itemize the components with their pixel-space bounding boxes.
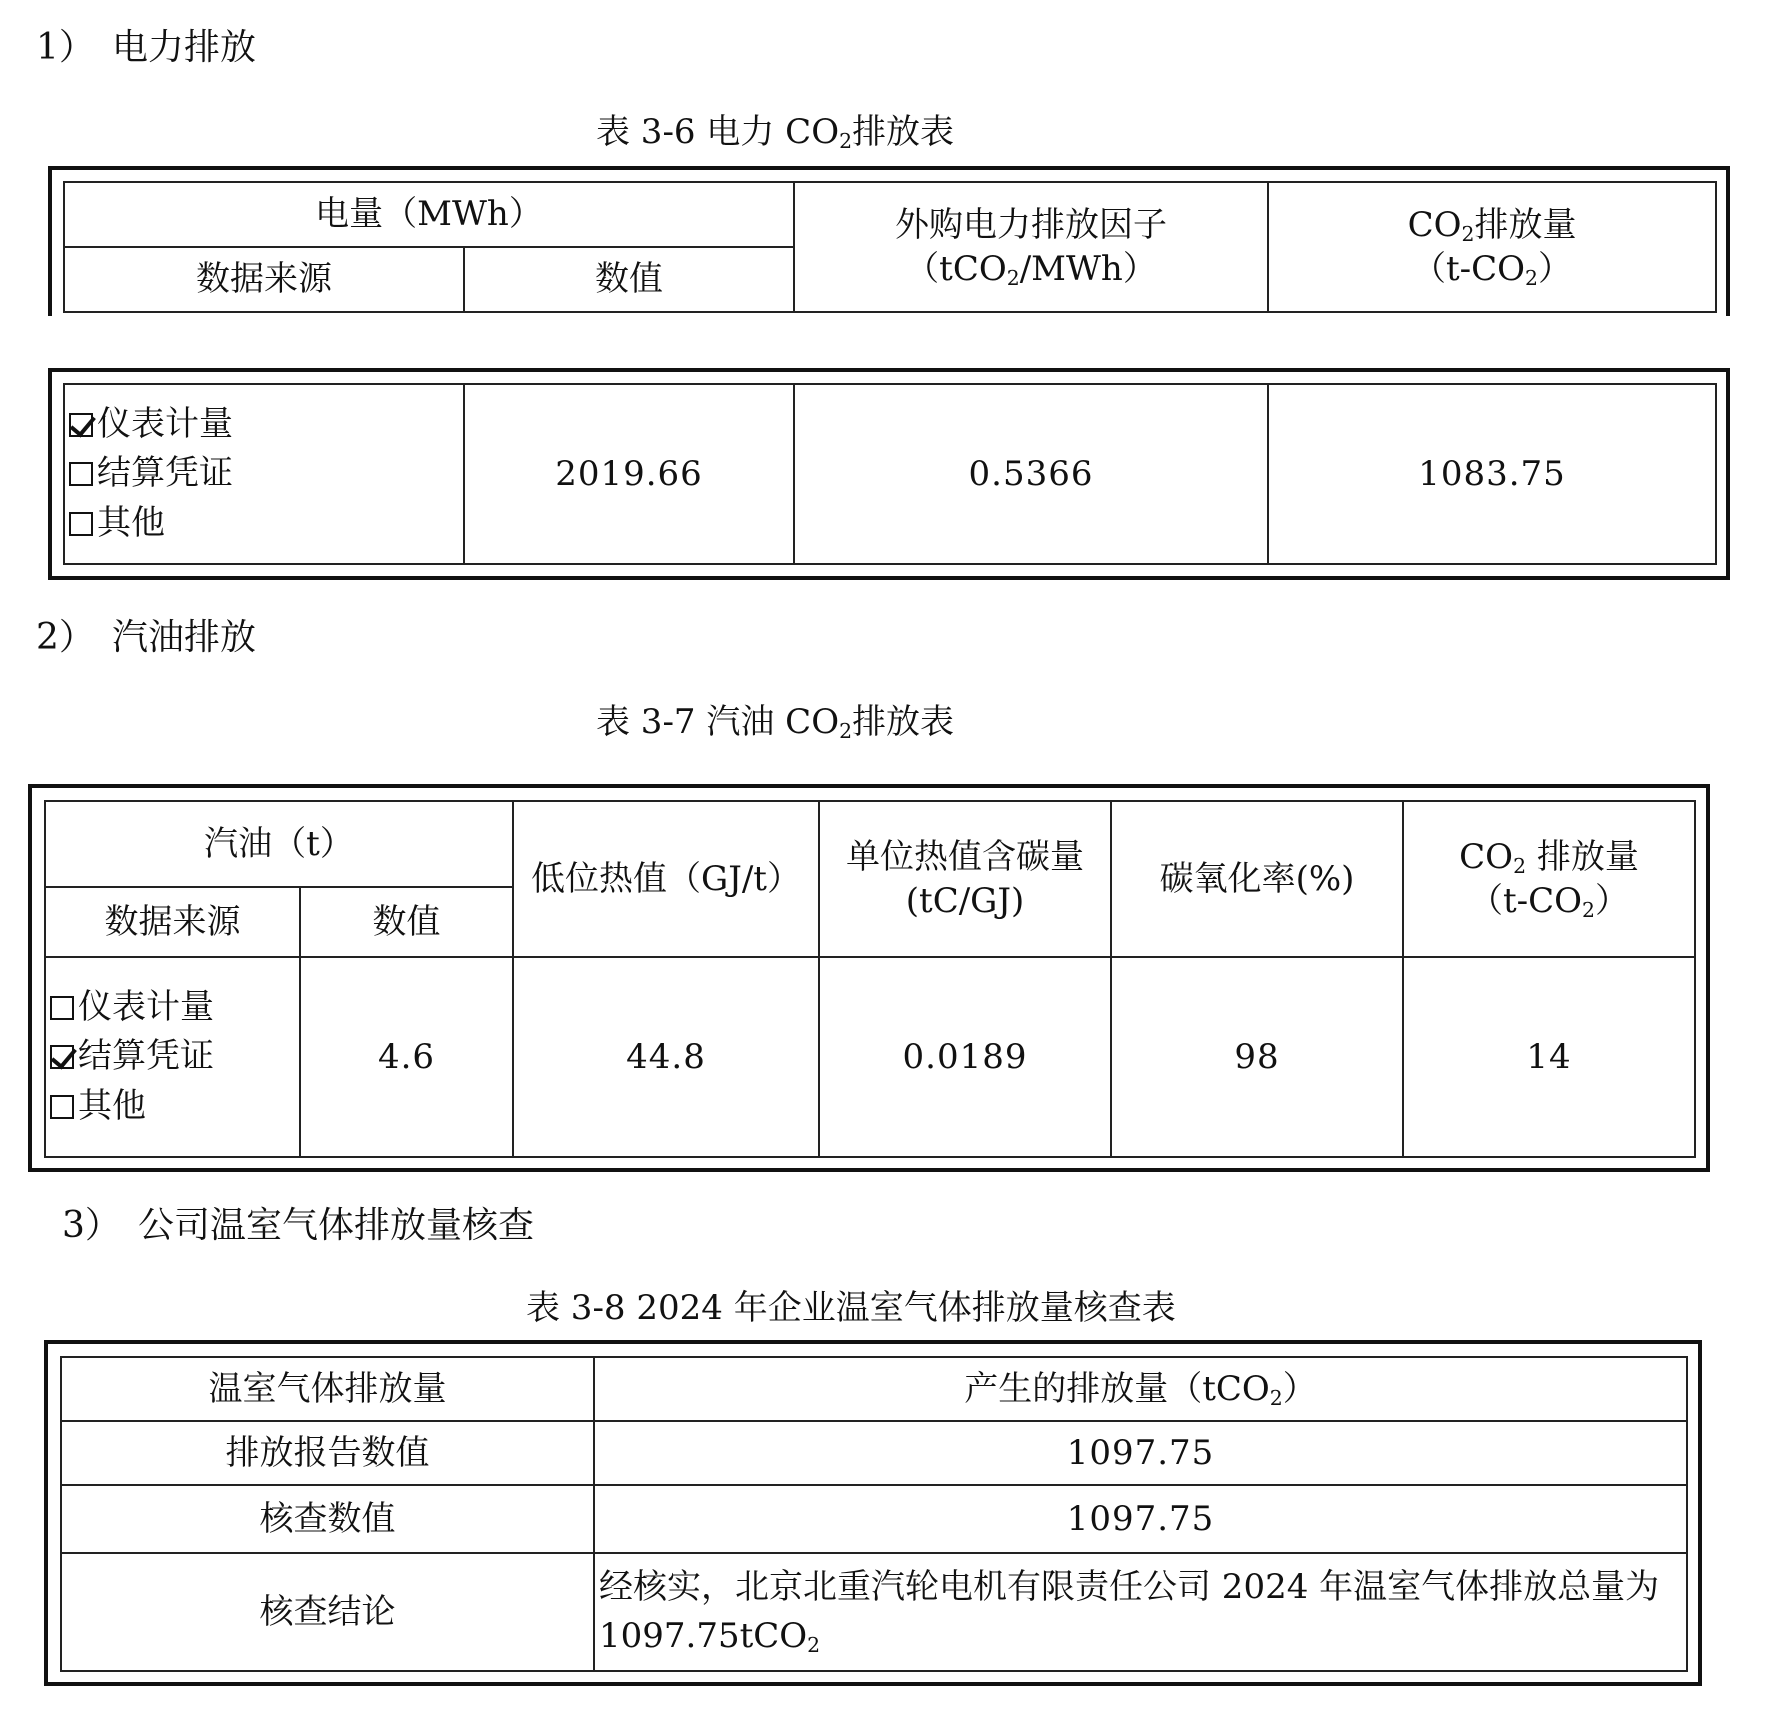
emission-header-line2 [1404, 879, 1694, 923]
source-option-label: 仪表计量 [78, 987, 214, 1028]
value-header: 数值 [300, 887, 513, 957]
electricity-emission-value: 1083.75 [1268, 384, 1716, 564]
electricity-source-checklist [64, 384, 464, 564]
generated-emission-close: ） [1282, 1368, 1317, 1409]
checkbox-empty-icon[interactable] [50, 996, 74, 1020]
caption-prefix: 表 3-6 电力 CO [596, 112, 840, 152]
source-option-settlement[interactable] [69, 449, 463, 498]
carbon-content-value: 0.0189 [819, 957, 1111, 1157]
reported-value-label: 排放报告数值 [61, 1421, 594, 1485]
emission-unit-sub: 2 [1582, 898, 1596, 923]
verified-value-label: 核查数值 [61, 1485, 594, 1553]
electricity-group-header: 电量（MWh） [64, 182, 794, 247]
ncv-header: 低位热值（GJ/t） [513, 801, 819, 957]
emission-unit-pre: （t-CO [1469, 881, 1583, 921]
section-2-number: 2） [36, 617, 95, 658]
purchased-power-factor-header [794, 182, 1268, 312]
generated-emission-label: 产生的排放量（tCO [964, 1368, 1270, 1409]
source-option-label: 仪表计量 [97, 404, 233, 445]
conclusion-label: 核查结论 [61, 1553, 594, 1671]
emission-header-line1 [1269, 203, 1715, 247]
electricity-value: 2019.66 [464, 384, 794, 564]
oxidation-rate-header: 碳氧化率(%) [1111, 801, 1403, 957]
section-3-number: 3） [62, 1205, 121, 1246]
conclusion-body: 经核实，北京北重汽轮电机有限责任公司 2024 年温室气体排放总量为 1097.75tCO [599, 1566, 1660, 1656]
source-option-meter[interactable] [69, 400, 463, 449]
co2-emission-header [1268, 182, 1716, 312]
caption-subscript: 2 [839, 719, 853, 744]
reported-value: 1097.75 [594, 1421, 1687, 1485]
factor-unit-sub: 2 [1006, 266, 1020, 291]
checkbox-empty-icon[interactable] [69, 462, 93, 486]
carbon-header-line2: (tC/GJ) [905, 881, 1025, 921]
table-row [61, 1485, 1687, 1553]
source-option-settlement[interactable] [50, 1032, 299, 1081]
ghg-emission-header: 温室气体排放量 [61, 1357, 594, 1421]
section-1-title: 电力排放 [112, 27, 257, 68]
gasoline-source-checklist [45, 957, 300, 1157]
emission-label: 排放量 [1474, 204, 1577, 245]
data-source-header: 数据来源 [64, 247, 464, 312]
table-3-8-caption: 表 3-8 2024 年企业温室气体排放量核查表 [526, 1288, 1176, 1328]
section-3-title: 公司温室气体排放量核查 [138, 1205, 535, 1246]
table-3-7 [44, 800, 1696, 1158]
table-3-6-body [63, 383, 1717, 565]
emission-unit-post: ） [1595, 881, 1630, 921]
purchased-power-factor-value: 0.5366 [794, 384, 1268, 564]
caption-subscript: 2 [839, 129, 853, 154]
checkbox-checked-icon[interactable] [50, 1045, 74, 1069]
checkbox-checked-icon[interactable] [69, 413, 93, 437]
table-3-6-header [63, 181, 1717, 313]
gasoline-emission-header [1403, 801, 1695, 957]
section-3-heading [62, 1206, 534, 1246]
gasoline-group-header: 汽油（t） [45, 801, 513, 887]
ncv-value: 44.8 [513, 957, 819, 1157]
carbon-header-line1: 单位热值含碳量 [846, 836, 1085, 877]
table-3-6-caption [596, 112, 954, 152]
section-1-heading [36, 28, 256, 68]
emission-header-line1 [1404, 835, 1694, 879]
source-option-label: 其他 [97, 502, 165, 543]
table-row [61, 1421, 1687, 1485]
conclusion-text [594, 1553, 1687, 1671]
generated-emission-sub: 2 [1269, 1386, 1283, 1410]
table-row [61, 1553, 1687, 1671]
caption-prefix: 表 3-7 汽油 CO [596, 702, 840, 742]
carbon-content-header [819, 801, 1111, 957]
gasoline-value: 4.6 [300, 957, 513, 1157]
emission-co-text: CO [1459, 836, 1514, 877]
checkbox-empty-icon[interactable] [69, 512, 93, 536]
source-option-label: 结算凭证 [78, 1036, 214, 1077]
source-option-other[interactable] [69, 499, 463, 548]
emission-co-sub: 2 [1461, 221, 1475, 246]
emission-header-line2 [1269, 247, 1715, 291]
emission-unit-sub: 2 [1525, 266, 1539, 291]
factor-unit-post: /MWh） [1019, 249, 1157, 289]
checkbox-empty-icon[interactable] [50, 1095, 74, 1119]
section-2-heading [36, 618, 256, 658]
value-header: 数值 [464, 247, 794, 312]
emission-co-text: CO [1407, 204, 1462, 245]
emission-label: 排放量 [1526, 836, 1639, 877]
section-1-number: 1） [36, 27, 95, 68]
data-source-header: 数据来源 [45, 887, 300, 957]
table-3-7-caption [596, 702, 954, 742]
emission-unit-pre: （t-CO [1412, 249, 1526, 289]
oxidation-rate-value: 98 [1111, 957, 1403, 1157]
caption-suffix: 排放表 [852, 702, 955, 742]
emission-co-sub: 2 [1513, 853, 1527, 878]
section-2-title: 汽油排放 [112, 617, 257, 658]
factor-header-line2 [795, 247, 1267, 291]
source-option-other[interactable] [50, 1082, 299, 1131]
gasoline-emission-value: 14 [1403, 957, 1695, 1157]
conclusion-sub: 2 [807, 1633, 821, 1658]
caption-suffix: 排放表 [852, 112, 955, 152]
source-option-meter[interactable] [50, 983, 299, 1032]
emission-unit-post: ） [1538, 249, 1573, 289]
verified-value: 1097.75 [594, 1485, 1687, 1553]
source-option-label: 其他 [78, 1085, 146, 1126]
factor-unit-pre: （tCO [905, 249, 1007, 289]
generated-emission-header [594, 1357, 1687, 1421]
source-option-label: 结算凭证 [97, 453, 233, 494]
factor-header-line1: 外购电力排放因子 [895, 204, 1168, 245]
table-3-8 [60, 1356, 1688, 1672]
